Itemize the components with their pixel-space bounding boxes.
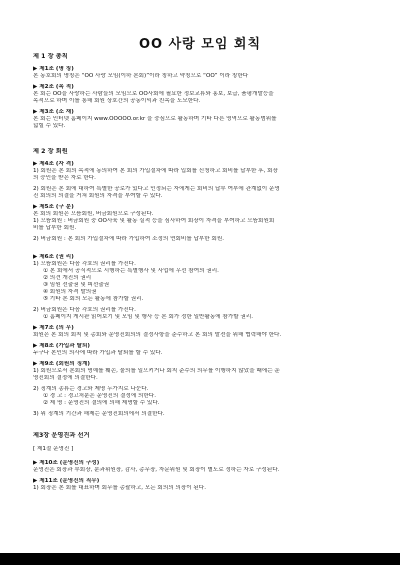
paragraph-line: 운영진은 회장과 부회장, 분과위원장, 감사, 총무장, 자문위원 및 회장이 별도로 정하는 자로 구성된다. (33, 467, 280, 473)
paragraph-line: 비를 납부한 회원. (33, 225, 77, 231)
paragraph-line: 1) 회원은 본 회의 목적에 동의하여 본 회의 가입절차에 따라 입회를 신청하고 회비를 납부한 후, 회장 (33, 168, 278, 174)
article-heading: ▶ 제9조 (회원의 징계) (33, 361, 90, 367)
paragraph-line: 본 회는 인터넷 홈페이지 www.OOOOO.or.kr 을 중심으로 활동하며 기타 다른 영역으로 활동범위를 (33, 116, 277, 122)
paragraph-line: 회원은 본 회의 회칙 및 총회와 운영진회의의 결정사항을 준수하고 본 회의 발전을 위해 협력해야 한다. (33, 332, 282, 338)
paragraph-line: 2) 징계의 종류는 경고와 제명 두가지로 나눈다. (33, 386, 149, 392)
paragraph-line: 누구나 본인의 의사에 따라 가입과 탈퇴를 할 수 있다. (33, 350, 163, 356)
document-title: OO 사랑 모임 회칙 (138, 37, 262, 52)
paragraph-line: 진 회의의 의결을 거쳐 회원의 자격을 부여할 수 있다. (33, 193, 163, 199)
paragraph-line: 3) 위 징계의 기간과 해제는 운영진회의에서 의결한다. (33, 411, 165, 417)
paragraph-line: 1) 회원으로서 본회의 명예를 훼손, 물의를 일으키거나 회칙 준수의 의무를 이행하지 않았을 때에는 운 (33, 368, 280, 374)
article-heading: ▶ 제3조 (소 재) (33, 109, 74, 115)
paragraph-line: 2) 버금회원 : 본 회의 가입절차에 따라 가입하여 소정의 연회비를 납부한 회원. (33, 236, 225, 242)
article-heading: ▶ 제10조 (운영진의 구성) (33, 460, 100, 466)
paragraph-line: 1) 으뜸회원 : 버금회원 중 OO사육 및 활동 실적 등을 심사하여 회장이 자격을 부여하고 으뜸회원회 (33, 218, 275, 224)
article-heading: ▶ 제11조 (운영진의 직무) (33, 478, 100, 484)
paragraph-line: 본 회의 회원은 으뜸회원, 버금회원으로 구성된다. (33, 211, 154, 217)
paragraph-line: 목적으로 하며 이를 통해 회원 상호간의 공동이익과 친목을 도모한다. (33, 98, 201, 104)
paragraph-line: 넓힐 수 있다. (33, 123, 66, 129)
paragraph-line: ② 제 명 : 운영진의 결의에 의해 제명할 수 있다. (43, 400, 160, 406)
article-heading: ▶ 제7조 (의 무) (33, 325, 74, 331)
paragraph-line: ② 의견 개진의 권리 (43, 275, 92, 281)
article-heading: ▶ 제6조 (권 리) (33, 254, 74, 260)
paragraph-line: ③ 임원 선출권 및 피선출권 (43, 282, 110, 288)
paragraph-line: 본 동호회의 명칭은 “OO 사랑 모임(이하 본회)”이라 칭하고 약칭으로 “OO” 이라 칭한다 (33, 73, 249, 79)
bottom-rule (0, 553, 400, 565)
paragraph-line: 2) 버금회원은 다음 각호의 권리를 가진다. (33, 307, 136, 313)
article-heading: ▶ 제8조 (가입과 탈퇴) (33, 343, 90, 349)
paragraph-line: ⑤ 기타 본 회의 모든 활동에 참가할 권리. (43, 296, 144, 302)
chapter-heading: 제3장 운영진과 선거 (33, 432, 90, 439)
article-heading: ▶ 제5조 (구 분) (33, 204, 74, 210)
article-heading: ▶ 제4조 (자 격) (33, 161, 74, 167)
paragraph-line: 1) 으뜸회원은 다음 각호의 권리를 가진다. (33, 261, 136, 267)
paragraph-line: 1) 회장은 본 회를 대표하며 회무를 총괄하고, 모든 회의의 의장이 된다. (33, 485, 206, 491)
paragraph-line: 본 회는 OO을 사랑하는 사람들의 모임으로 OO사회에 필요한 정보교류와 홍보, 보급, 품평개발등을 (33, 91, 274, 97)
paragraph-line: ① 본 회에서 공식적으로 시행하는 특별행사 및 사업에 우선 참여의 권리. (43, 268, 219, 274)
chapter-heading: 제 2 장 회원 (33, 148, 68, 155)
paragraph-line: ④ 회원의 자격 발의권 (43, 289, 97, 295)
paragraph-line: 의 승인을 받은 자로 한다. (33, 175, 96, 181)
article-heading: ▶ 제1조 (명 칭) (33, 66, 74, 72)
paragraph-line: 2) 회원은 본 회에 대하여 특별한 공로가 있다고 인정되는 자에게는 회비의 납부 여부에 관계없이 운영 (33, 186, 280, 192)
article-heading: ▶ 제2조 (목 적) (33, 84, 74, 90)
paragraph-line: 영진회의 결정에 의결한다. (33, 375, 98, 381)
paragraph-line: [ 제1절 운영진 ] (33, 446, 74, 452)
chapter-heading: 제 1 장 총칙 (33, 53, 68, 60)
paragraph-line: ① 경 고 : 경고처분은 운영진의 결정에 의한다. (43, 393, 156, 399)
paragraph-line: ① 홈페이지 게시판 읽어보기 및 모임 및 행사 등 본 회가 정한 일반활동에 참가할 권리. (43, 314, 254, 320)
